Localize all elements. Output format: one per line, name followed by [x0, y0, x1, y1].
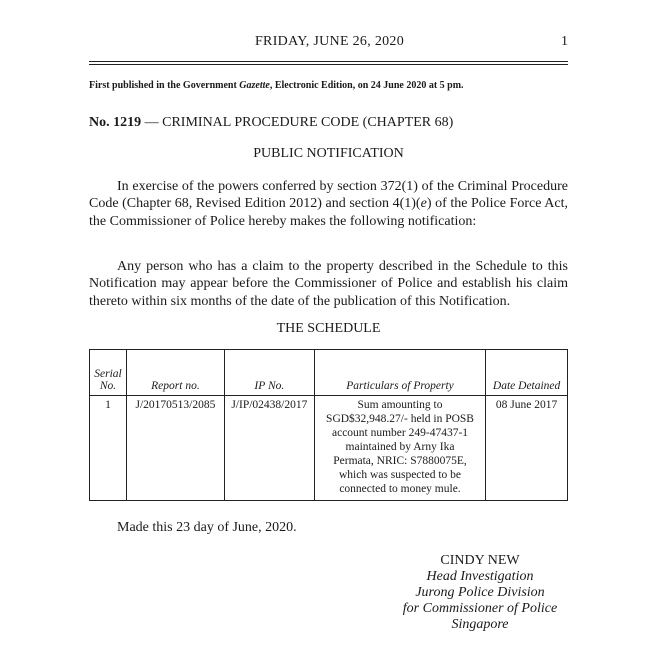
schedule-table	[89, 349, 568, 501]
col-header-particulars: Particulars of Property	[314, 350, 485, 396]
publication-suffix: , Electronic Edition, on 24 June 2020 at 5 pm.	[269, 80, 464, 91]
signatory-name: CINDY NEW	[440, 553, 520, 568]
col-header-date-detained: Date Detained	[486, 350, 568, 396]
cell-date-detained: 08 June 2017	[486, 396, 568, 501]
signatory-title: Head Investigation	[426, 569, 534, 584]
paragraph-1-part-b: ) of the Police Force Act, the Commissioner of Police hereby makes the following notification:	[89, 196, 568, 229]
particulars-line: Sum amounting to	[357, 399, 443, 411]
paragraph-2: Any person who has a claim to the property described in the Schedule to this Notification may appear before the Commissioner of Police and establish his claim thereto within six months of the date of the publication of this Notification.	[89, 259, 568, 309]
publication-gazette: Gazette	[239, 80, 270, 91]
table-row	[90, 396, 568, 501]
header-rule-bottom	[89, 64, 568, 65]
publication-note	[89, 80, 464, 91]
particulars-line: SGD$32,948.27/- held in POSB	[326, 413, 474, 425]
particulars-line: maintained by Arny Ika	[345, 441, 455, 453]
col-header-serial: Serial No.	[90, 350, 127, 396]
particulars-line: Permata, NRIC: S7880075E,	[333, 455, 467, 467]
particulars-line: which was suspected to be	[339, 469, 461, 481]
signatory-country: Singapore	[451, 617, 509, 632]
particulars-line: account number 249-47437-1	[331, 427, 469, 439]
notice-title-line	[89, 115, 453, 131]
cell-ip-no: J/IP/02438/2017	[224, 396, 314, 501]
header-rule-top	[89, 61, 568, 62]
made-date-line: Made this 23 day of June, 2020.	[117, 520, 297, 535]
signatory-division: Jurong Police Division	[415, 585, 545, 600]
cell-report-no: J/20170513/2085	[126, 396, 224, 501]
paragraph-1	[89, 178, 568, 230]
schedule-header-row	[90, 350, 568, 396]
signatory-capacity: for Commissioner of Police	[402, 601, 558, 616]
particulars-line: connected to money mule.	[339, 483, 461, 495]
cell-particulars	[314, 396, 485, 501]
col-header-report-no: Report no.	[126, 350, 224, 396]
paragraph-1-part-a: In exercise of the powers conferred by section 372(1) of the Criminal Procedure Code (Chapter 68, Revised Edition 2012) and section 4(1)(	[89, 179, 568, 212]
notice-number: No. 1219	[89, 115, 142, 130]
cell-serial: 1	[90, 396, 127, 501]
page-number: 1	[561, 34, 568, 49]
col-header-ip-no: IP No.	[224, 350, 314, 396]
schedule-title: THE SCHEDULE	[276, 321, 381, 336]
header-date: FRIDAY, JUNE 26, 2020	[254, 34, 405, 49]
publication-prefix: First published in the Government	[89, 80, 240, 91]
paragraph-1-italic-e: e	[420, 196, 427, 212]
notice-heading: PUBLIC NOTIFICATION	[253, 146, 404, 161]
notice-title: — CRIMINAL PROCEDURE CODE (CHAPTER 68)	[141, 115, 454, 130]
signature-block	[390, 553, 570, 633]
